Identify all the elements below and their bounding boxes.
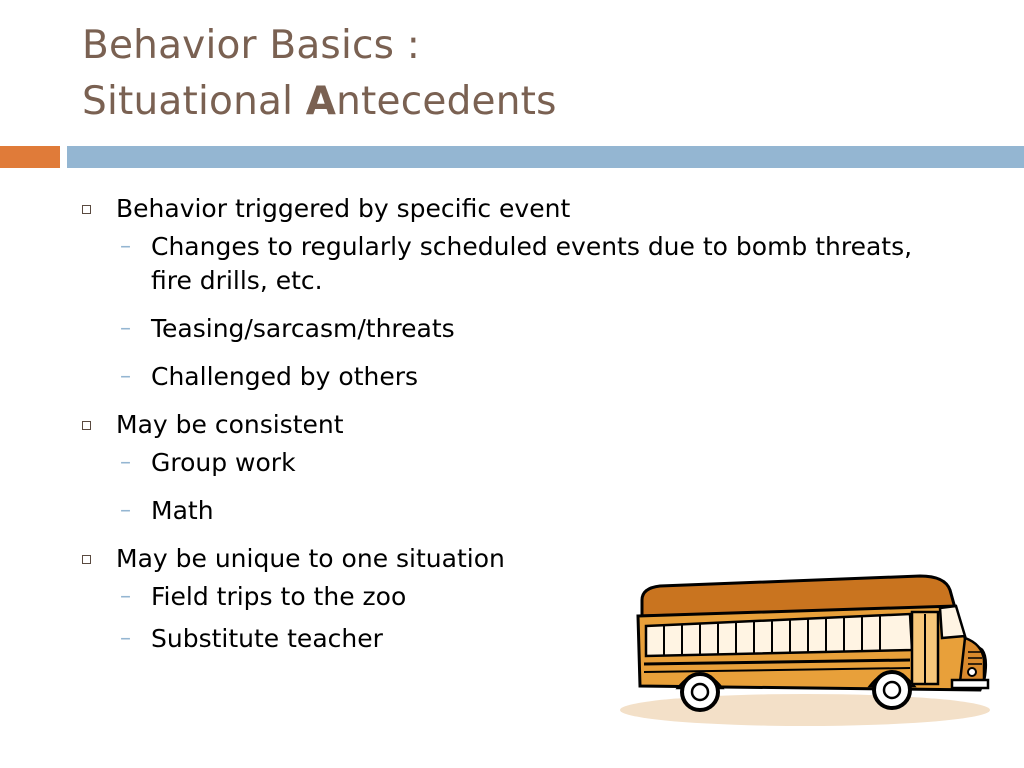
sub-bullet-item	[82, 446, 942, 480]
sub-bullet-item	[82, 494, 942, 528]
title-line-1: Behavior Basics :	[82, 23, 421, 68]
square-bullet-icon	[82, 555, 91, 564]
sub-bullet-text: Math	[151, 496, 214, 525]
sub-bullet-text: Group work	[151, 448, 296, 477]
dash-bullet-icon: –	[120, 626, 131, 651]
dash-bullet-icon: –	[120, 498, 131, 523]
dash-bullet-icon: –	[120, 584, 131, 609]
bullet-item	[82, 408, 942, 442]
sub-bullet-text: Changes to regularly scheduled events due to bomb threats, fire drills, etc.	[151, 232, 913, 295]
front-bumper	[952, 680, 988, 688]
school-bus-illustration	[620, 568, 1000, 728]
headlight	[968, 668, 976, 676]
sub-bullet-item	[82, 230, 951, 298]
dash-bullet-icon: –	[120, 234, 131, 259]
sub-bullet-text: Challenged by others	[151, 362, 419, 391]
sub-bullet-item	[82, 360, 942, 394]
sub-bullet-item	[82, 312, 942, 346]
slide-title	[82, 18, 557, 130]
square-bullet-icon	[82, 421, 91, 430]
accent-bar-orange	[0, 146, 60, 168]
title-line-2-bold: A	[305, 79, 337, 124]
dash-bullet-icon: –	[120, 316, 131, 341]
rear-hub	[692, 684, 708, 700]
front-hub	[884, 682, 900, 698]
windshield	[940, 606, 965, 638]
bullet-text: Behavior triggered by specific event	[116, 194, 571, 223]
sub-bullet-text: Teasing/sarcasm/threats	[151, 314, 455, 343]
bullet-group-1	[82, 192, 942, 394]
bullet-text: May be consistent	[116, 410, 344, 439]
dash-bullet-icon: –	[120, 450, 131, 475]
bullet-text: May be unique to one situation	[116, 544, 505, 573]
title-line-2-pre: Situational	[82, 79, 306, 124]
square-bullet-icon	[82, 205, 91, 214]
sub-bullet-text: Substitute teacher	[151, 624, 383, 653]
title-line-2-post: ntecedents	[336, 79, 557, 124]
bullet-group-2	[82, 408, 942, 528]
bullet-item	[82, 192, 942, 226]
accent-bar-blue	[67, 146, 1024, 168]
title-line-2	[82, 74, 557, 130]
ground-shadow	[620, 694, 990, 726]
dash-bullet-icon: –	[120, 364, 131, 389]
sub-bullet-text: Field trips to the zoo	[151, 582, 407, 611]
